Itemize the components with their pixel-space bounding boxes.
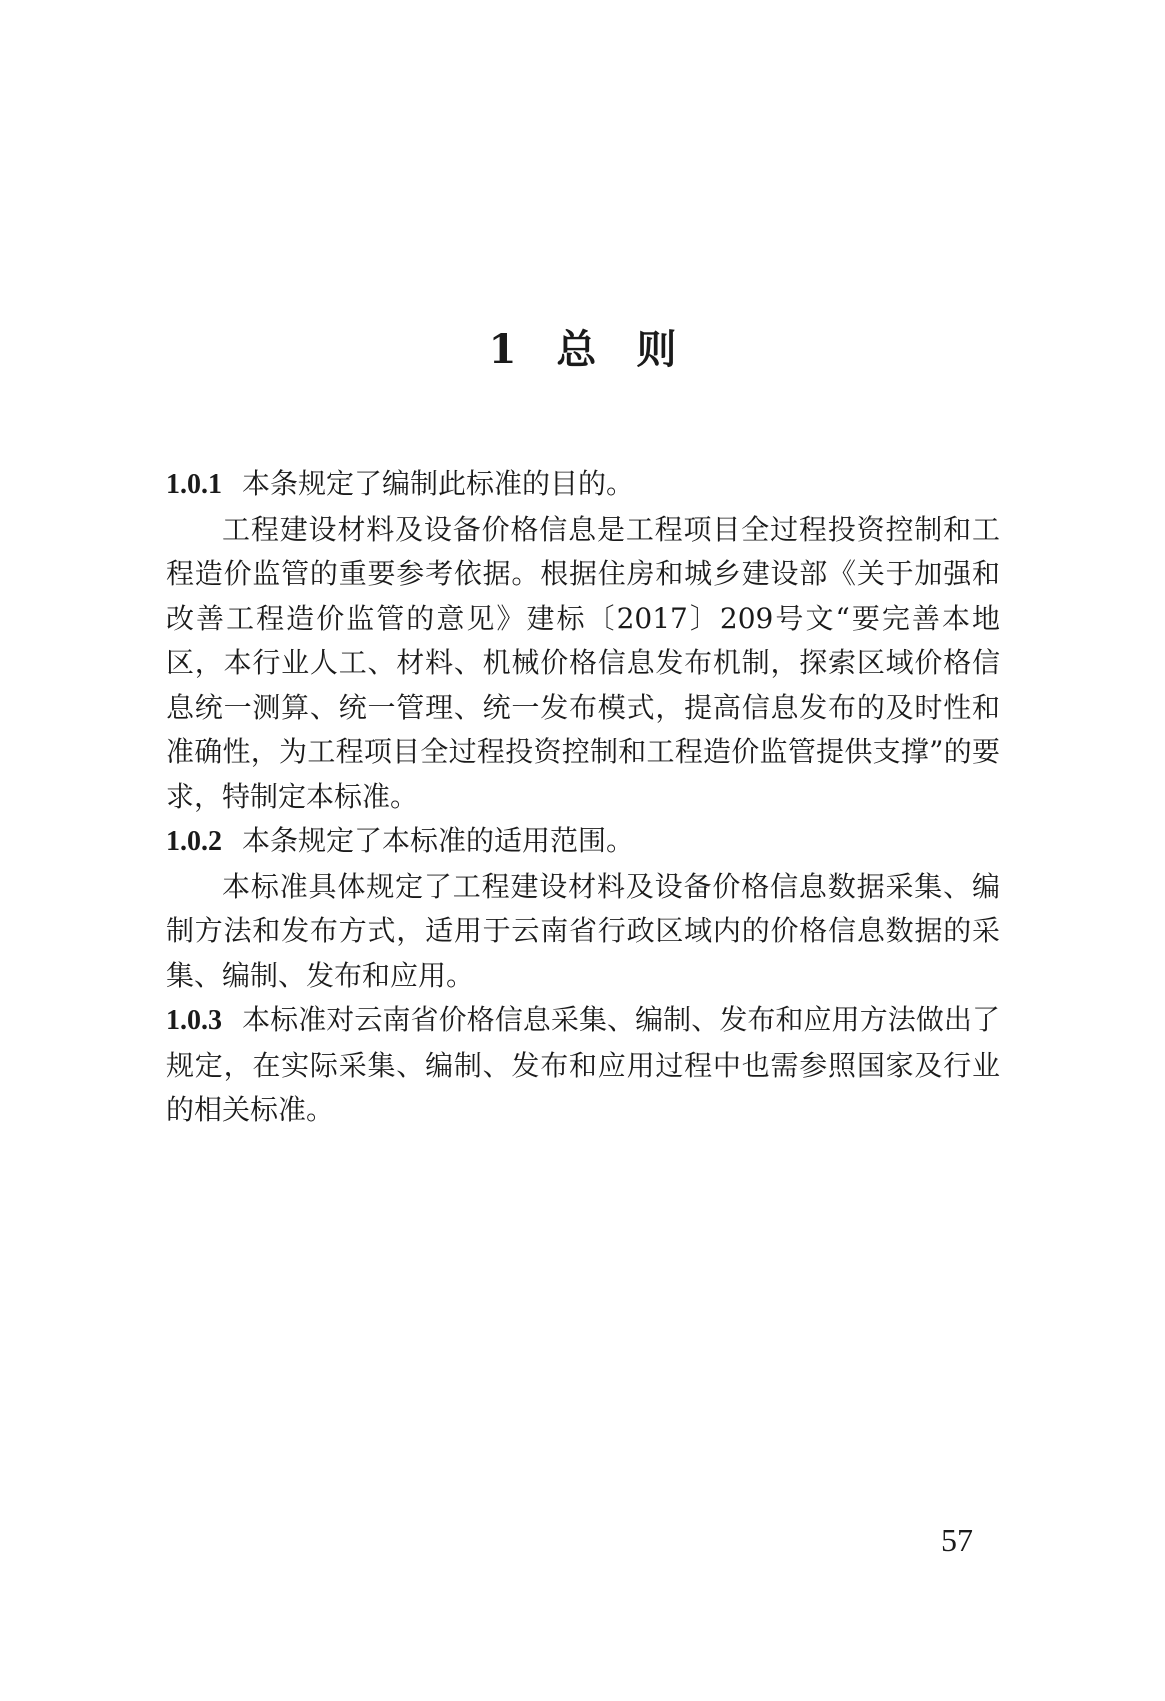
clause-number: 1.0.2	[166, 826, 222, 857]
page-number: 57	[941, 1522, 973, 1558]
clause-1-0-2	[166, 819, 1000, 865]
clause-1-0-1	[166, 462, 1000, 508]
clause-heading: 本条规定了编制此标准的目的。	[242, 467, 635, 500]
chapter-title: 1 总 则	[488, 326, 677, 373]
clause-heading: 本标准对云南省价格信息采集、编制、发布和应用方法做出了规定，在实际采集、编制、发布和应用过程中也需参照国家及行业的相关标准。	[166, 1003, 1000, 1126]
clause-number: 1.0.3	[166, 1005, 222, 1036]
clause-heading: 本条规定了本标准的适用范围。	[242, 824, 635, 857]
clause-body: 工程建设材料及设备价格信息是工程项目全过程投资控制和工程造价监管的重要参考依据。根据住房和城乡建设部《关于加强和改善工程造价监管的意见》建标〔2017〕209号文“要完善本地区，本行业人工、材料、机械价格信息发布机制，探索区域价格信息统一测算、统一管理、统一发布模式，提高信息发布的及时性和准确性，为工程项目全过程投资控制和工程造价监管提供支撑”的要求，特制定本标准。	[166, 512, 1000, 813]
clause-body: 本标准具体规定了工程建设材料及设备价格信息数据采集、编制方法和发布方式，适用于云南省行政区域内的价格信息数据的采集、编制、发布和应用。	[166, 869, 1000, 992]
clause-1-0-3	[166, 998, 1000, 1133]
chapter-body	[166, 462, 1000, 1133]
clause-number: 1.0.1	[166, 469, 222, 500]
